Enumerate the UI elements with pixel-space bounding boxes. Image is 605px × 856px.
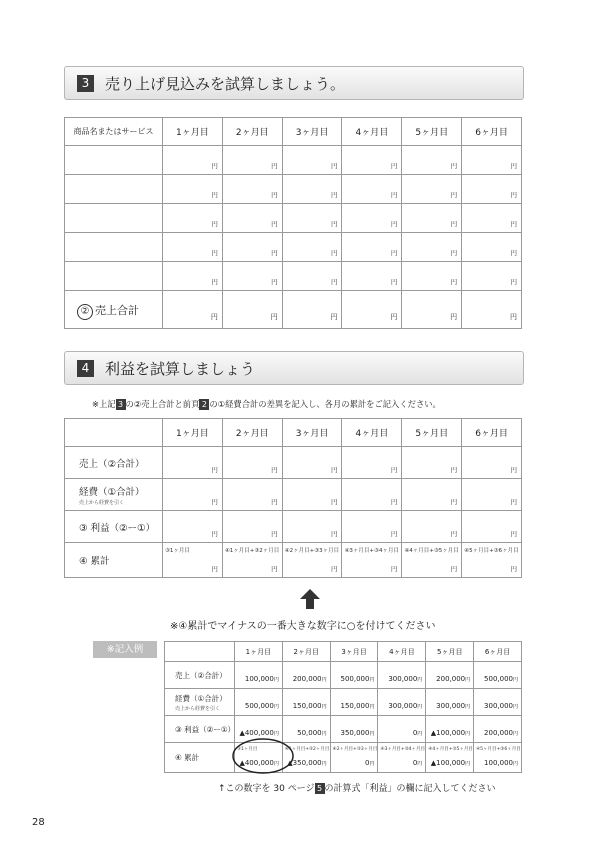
value-cell <box>378 689 426 716</box>
amount-cell[interactable] <box>462 447 522 479</box>
yen-unit: 円 <box>369 704 375 710</box>
yen-unit: 円 <box>465 704 471 710</box>
formula-caption: ④4ヶ月目+③5ヶ月目 <box>428 747 473 752</box>
value-cell <box>235 689 283 716</box>
row-label: 売上（②合計） <box>165 662 235 689</box>
formula-caption: ④4ヶ月目+③5ヶ月目 <box>404 548 459 554</box>
yen-unit: 円 <box>510 498 517 506</box>
yen-unit: 円 <box>271 278 278 286</box>
profit-table <box>64 418 522 578</box>
yen-unit: 円 <box>512 731 518 737</box>
row-label: 経費（①合計） <box>175 693 227 703</box>
cell-value: 0 <box>412 729 418 737</box>
cell-value: 150,000 <box>292 702 322 710</box>
cell-value: 500,000 <box>244 702 274 710</box>
formula-caption: ④3ヶ月目+③4ヶ月目 <box>380 747 426 752</box>
amount-cell[interactable] <box>402 146 462 175</box>
yen-unit: 円 <box>450 313 458 321</box>
yen-unit: 円 <box>390 565 398 573</box>
amount-cell[interactable] <box>282 233 342 262</box>
formula-caption: ④5ヶ月目+③6ヶ月目 <box>476 747 521 752</box>
note-text: の②売上合計と前頁 <box>125 399 200 409</box>
yen-unit: 円 <box>330 313 338 321</box>
yen-unit: 円 <box>369 677 375 683</box>
cell-value: 350,000 <box>340 729 370 737</box>
month-header: 3ヶ月目 <box>282 118 342 146</box>
sales-total-label-cell <box>65 291 163 329</box>
section3-title: 売り上げ見込みを試算しましょう。 <box>105 75 346 93</box>
amount-cell[interactable] <box>163 511 223 543</box>
month-header: 5ヶ月目 <box>402 118 462 146</box>
amount-cell[interactable] <box>282 543 342 578</box>
amount-cell[interactable] <box>462 479 522 511</box>
yen-unit: 円 <box>273 677 279 683</box>
value-cell <box>282 689 330 716</box>
cell-value: ▲400,000 <box>239 729 274 737</box>
yen-unit: 円 <box>211 249 218 257</box>
yen-unit: 円 <box>390 466 398 474</box>
value-cell <box>426 716 474 743</box>
yen-unit: 円 <box>510 162 517 170</box>
row-label: 売上（②合計） <box>65 447 163 479</box>
yen-unit: 円 <box>271 249 278 257</box>
amount-cell[interactable] <box>163 204 223 233</box>
month-header: 6ヶ月目 <box>462 419 522 447</box>
table-row <box>65 233 522 262</box>
cell-value: ▲350,000 <box>287 759 322 767</box>
value-cell <box>330 662 378 689</box>
cell-value: ▲100,000 <box>430 729 466 737</box>
cell-value: 500,000 <box>340 675 370 683</box>
value-cell <box>426 662 474 689</box>
amount-cell[interactable] <box>163 175 223 204</box>
expense-row <box>65 479 522 511</box>
yen-unit: 円 <box>211 220 218 228</box>
highlight-circle-icon <box>230 735 296 777</box>
product-name-cell[interactable] <box>65 146 163 175</box>
amount-cell[interactable] <box>282 262 342 291</box>
sales-table <box>64 117 522 329</box>
yen-unit: 円 <box>369 731 375 737</box>
amount-cell[interactable] <box>402 543 462 578</box>
row-label: ④ 累計 <box>165 743 235 773</box>
amount-cell[interactable] <box>462 233 522 262</box>
cell-value: 100,000 <box>484 759 513 767</box>
example-expense-row <box>165 689 522 716</box>
note-text: の①経費合計の差異を記入し、各月の累計をご記入ください。 <box>209 399 441 409</box>
amount-cell[interactable] <box>402 511 462 543</box>
amount-cell[interactable] <box>402 204 462 233</box>
corner-header: 商品名またはサービス <box>65 118 163 146</box>
yen-unit: 円 <box>510 249 517 257</box>
amount-cell[interactable] <box>163 447 223 479</box>
note-text: ※上記 <box>92 399 116 409</box>
amount-cell[interactable] <box>282 447 342 479</box>
row-sublabel: 売上から経費を引く <box>175 705 221 712</box>
corner-header <box>165 642 235 662</box>
yen-unit: 円 <box>271 220 278 228</box>
yen-unit: 円 <box>510 220 517 228</box>
value-cell <box>474 716 522 743</box>
yen-unit: 円 <box>450 191 458 199</box>
yen-unit: 円 <box>211 278 218 286</box>
yen-unit: 円 <box>512 761 518 767</box>
cell-value: ▲100,000 <box>430 759 466 767</box>
yen-unit: 円 <box>510 466 517 474</box>
month-header: 1ヶ月目 <box>163 419 223 447</box>
amount-cell[interactable] <box>282 175 342 204</box>
amount-cell[interactable] <box>163 479 223 511</box>
formula-caption: ④1ヶ月目+③2ヶ月目 <box>224 548 280 554</box>
yen-unit: 円 <box>390 162 398 170</box>
month-header: 6ヶ月目 <box>474 642 522 662</box>
month-header: 4ヶ月目 <box>342 419 402 447</box>
yen-unit: 円 <box>330 530 338 538</box>
example-table <box>164 641 522 773</box>
yen-unit: 円 <box>510 565 517 573</box>
yen-unit: 円 <box>211 498 218 506</box>
amount-cell[interactable] <box>402 175 462 204</box>
value-cell <box>426 743 474 773</box>
amount-cell[interactable] <box>282 291 342 329</box>
page-number: 28 <box>32 817 45 828</box>
product-name-cell[interactable] <box>65 233 163 262</box>
amount-cell[interactable] <box>282 511 342 543</box>
cell-value: ▲400,000 <box>239 759 274 767</box>
row-sublabel: 売上から経費を引く <box>79 499 125 506</box>
row-label: ④ 累計 <box>65 543 163 578</box>
amount-cell[interactable] <box>402 262 462 291</box>
yen-unit: 円 <box>271 498 278 506</box>
amount-cell[interactable] <box>462 543 522 578</box>
yen-unit: 円 <box>465 677 471 683</box>
yen-unit: 円 <box>390 530 398 538</box>
yen-unit: 円 <box>211 466 218 474</box>
amount-cell[interactable] <box>282 479 342 511</box>
month-header: 1ヶ月目 <box>235 642 283 662</box>
yen-unit: 円 <box>211 191 218 199</box>
yen-unit: 円 <box>211 530 218 538</box>
corner-header <box>65 419 163 447</box>
yen-unit: 円 <box>321 677 327 683</box>
amount-cell[interactable] <box>222 175 282 204</box>
value-cell <box>474 743 522 773</box>
yen-unit: 円 <box>211 565 218 573</box>
yen-unit: 円 <box>450 498 458 506</box>
amount-cell[interactable] <box>163 291 223 329</box>
value-cell <box>330 689 378 716</box>
month-header: 3ヶ月目 <box>330 642 378 662</box>
yen-unit: 円 <box>390 191 398 199</box>
table-row <box>65 175 522 204</box>
cell-value: 300,000 <box>388 675 418 683</box>
yen-unit: 円 <box>369 761 375 767</box>
month-header: 2ヶ月目 <box>282 642 330 662</box>
amount-cell[interactable] <box>342 233 402 262</box>
section-ref-box: 3 <box>116 399 126 410</box>
section-ref-box: 2 <box>199 399 209 410</box>
yen-unit: 円 <box>510 530 517 538</box>
yen-unit: 円 <box>390 249 398 257</box>
cell-value: 300,000 <box>436 702 466 710</box>
amount-cell[interactable] <box>342 447 402 479</box>
amount-cell[interactable] <box>282 146 342 175</box>
cell-value: 0 <box>412 759 418 767</box>
formula-caption: ④1ヶ月目+③2ヶ月目 <box>284 747 330 752</box>
yen-unit: 円 <box>450 530 458 538</box>
section4-note <box>92 398 441 410</box>
example-label: ※記入例 <box>93 641 157 658</box>
amount-cell[interactable] <box>342 204 402 233</box>
amount-cell[interactable] <box>222 511 282 543</box>
yen-unit: 円 <box>450 162 458 170</box>
yen-unit: 円 <box>510 313 517 321</box>
profit-row <box>65 511 522 543</box>
value-cell <box>330 716 378 743</box>
yen-unit: 円 <box>321 731 327 737</box>
value-cell <box>474 689 522 716</box>
value-cell <box>378 743 426 773</box>
value-cell <box>235 662 283 689</box>
value-cell <box>378 716 426 743</box>
value-cell <box>474 662 522 689</box>
cell-value: 300,000 <box>484 702 513 710</box>
yen-unit: 円 <box>270 313 278 321</box>
amount-cell[interactable] <box>402 479 462 511</box>
example-cumulative-row <box>165 743 522 773</box>
table-row <box>65 262 522 291</box>
month-header: 2ヶ月目 <box>222 419 282 447</box>
yen-unit: 円 <box>271 191 278 199</box>
example-sales-row <box>165 662 522 689</box>
yen-unit: 円 <box>273 704 279 710</box>
yen-unit: 円 <box>330 565 338 573</box>
yen-unit: 円 <box>465 731 471 737</box>
cell-value: 100,000 <box>244 675 274 683</box>
amount-cell[interactable] <box>342 175 402 204</box>
yen-unit: 円 <box>330 498 338 506</box>
yen-unit: 円 <box>330 249 338 257</box>
month-header: 5ヶ月目 <box>426 642 474 662</box>
yen-unit: 円 <box>271 565 278 573</box>
yen-unit: 円 <box>330 162 338 170</box>
amount-cell[interactable] <box>342 511 402 543</box>
row-label: ③ 利益（②ー①） <box>65 511 163 543</box>
product-name-cell[interactable] <box>65 175 163 204</box>
amount-cell[interactable] <box>222 479 282 511</box>
value-cell <box>282 662 330 689</box>
example-footnote <box>218 781 496 794</box>
section3-header <box>64 66 524 100</box>
amount-cell[interactable] <box>282 204 342 233</box>
sales-total-label: 売上合計 <box>95 304 139 317</box>
row-label: ③ 利益（②ー①） <box>165 716 235 743</box>
month-header: 6ヶ月目 <box>462 118 522 146</box>
amount-cell[interactable] <box>222 146 282 175</box>
yen-unit: 円 <box>273 761 279 767</box>
value-cell <box>426 689 474 716</box>
yen-unit: 円 <box>512 677 518 683</box>
yen-unit: 円 <box>390 498 398 506</box>
table-row <box>65 146 522 175</box>
product-name-cell[interactable] <box>65 204 163 233</box>
amount-cell[interactable] <box>342 543 402 578</box>
formula-caption: ④5ヶ月目+③6ヶ月目 <box>464 548 519 554</box>
yen-unit: 円 <box>210 313 218 321</box>
formula-caption: ④2ヶ月目+③3ヶ月目 <box>284 548 340 554</box>
amount-cell[interactable] <box>163 543 223 578</box>
amount-cell[interactable] <box>222 291 282 329</box>
formula-caption: ③1ヶ月目 <box>237 747 258 752</box>
yen-unit: 円 <box>330 466 338 474</box>
month-header: 4ヶ月目 <box>378 642 426 662</box>
cell-value: 50,000 <box>297 729 322 737</box>
amount-cell[interactable] <box>462 262 522 291</box>
value-cell <box>330 743 378 773</box>
amount-cell[interactable] <box>342 262 402 291</box>
month-header: 3ヶ月目 <box>282 419 342 447</box>
row-label-cell <box>165 689 235 716</box>
month-header: 5ヶ月目 <box>402 419 462 447</box>
amount-cell[interactable] <box>222 447 282 479</box>
amount-cell[interactable] <box>342 291 402 329</box>
cell-value: 0 <box>365 759 370 767</box>
up-arrow-icon <box>299 588 321 610</box>
amount-cell[interactable] <box>163 233 223 262</box>
yen-unit: 円 <box>465 761 471 767</box>
cell-value: 500,000 <box>484 675 513 683</box>
formula-caption: ③1ヶ月目 <box>165 548 190 554</box>
amount-cell[interactable] <box>402 233 462 262</box>
yen-unit: 円 <box>271 466 278 474</box>
example-profit-row <box>165 716 522 743</box>
yen-unit: 円 <box>512 704 518 710</box>
yen-unit: 円 <box>417 761 423 767</box>
cumulative-row <box>65 543 522 578</box>
yen-unit: 円 <box>450 466 458 474</box>
yen-unit: 円 <box>510 191 517 199</box>
row-label: 経費（①合計） <box>79 486 145 498</box>
instruction-text: ※④累計でマイナスの一番大きな数字に○を付けてください <box>170 621 436 632</box>
month-header: 2ヶ月目 <box>222 118 282 146</box>
table-row <box>65 204 522 233</box>
section4-title: 利益を試算しましょう <box>105 360 256 378</box>
product-name-cell[interactable] <box>65 262 163 291</box>
yen-unit: 円 <box>330 220 338 228</box>
amount-cell[interactable] <box>462 175 522 204</box>
yen-unit: 円 <box>450 565 458 573</box>
amount-cell[interactable] <box>462 291 522 329</box>
yen-unit: 円 <box>321 704 327 710</box>
value-cell <box>378 662 426 689</box>
yen-unit: 円 <box>211 162 218 170</box>
yen-unit: 円 <box>330 191 338 199</box>
amount-cell[interactable] <box>402 447 462 479</box>
amount-cell[interactable] <box>342 479 402 511</box>
amount-cell[interactable] <box>462 204 522 233</box>
amount-cell[interactable] <box>163 146 223 175</box>
yen-unit: 円 <box>390 220 398 228</box>
cell-value: 200,000 <box>292 675 322 683</box>
formula-caption: ④2ヶ月目+③3ヶ月目 <box>332 747 378 752</box>
circled-number: ② <box>77 304 93 320</box>
month-header: 4ヶ月目 <box>342 118 402 146</box>
yen-unit: 円 <box>417 704 423 710</box>
section3-number: 3 <box>77 75 94 92</box>
yen-unit: 円 <box>271 162 278 170</box>
cell-value: 200,000 <box>484 729 513 737</box>
yen-unit: 円 <box>510 278 517 286</box>
formula-caption: ④3ヶ月目+③4ヶ月目 <box>344 548 399 554</box>
yen-unit: 円 <box>417 677 423 683</box>
amount-cell[interactable] <box>222 543 282 578</box>
amount-cell[interactable] <box>402 291 462 329</box>
amount-cell[interactable] <box>462 146 522 175</box>
yen-unit: 円 <box>390 313 398 321</box>
yen-unit: 円 <box>273 731 279 737</box>
month-header: 1ヶ月目 <box>163 118 223 146</box>
amount-cell[interactable] <box>462 511 522 543</box>
yen-unit: 円 <box>321 761 327 767</box>
amount-cell[interactable] <box>222 233 282 262</box>
section-ref-box: 5 <box>315 783 325 794</box>
yen-unit: 円 <box>330 278 338 286</box>
section4-header <box>64 351 524 385</box>
amount-cell[interactable] <box>342 146 402 175</box>
row-label-cell <box>65 479 163 511</box>
footnote-text: の計算式「利益」の欄に記入してください <box>324 784 496 794</box>
cell-value: 300,000 <box>388 702 418 710</box>
amount-cell[interactable] <box>163 262 223 291</box>
sales-total-row <box>65 291 522 329</box>
yen-unit: 円 <box>417 731 423 737</box>
section4-number: 4 <box>77 360 94 377</box>
yen-unit: 円 <box>450 220 458 228</box>
yen-unit: 円 <box>450 278 458 286</box>
cell-value: 200,000 <box>436 675 466 683</box>
amount-cell[interactable] <box>222 262 282 291</box>
amount-cell[interactable] <box>222 204 282 233</box>
yen-unit: 円 <box>271 530 278 538</box>
cell-value: 150,000 <box>340 702 370 710</box>
yen-unit: 円 <box>450 249 458 257</box>
footnote-text: ↑この数字を 30 ページ <box>218 784 315 794</box>
yen-unit: 円 <box>390 278 398 286</box>
sales-row <box>65 447 522 479</box>
